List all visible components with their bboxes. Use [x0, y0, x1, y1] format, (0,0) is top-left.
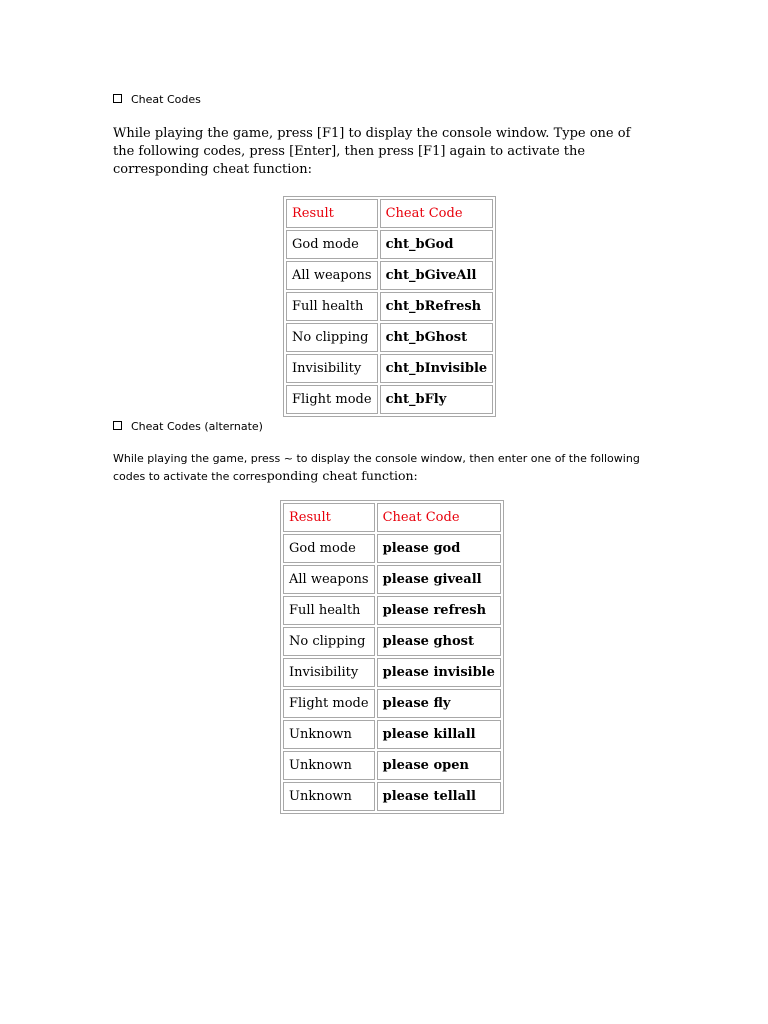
result-cell: God mode [286, 230, 378, 259]
result-cell: Unknown [283, 782, 375, 811]
table-row [283, 534, 501, 563]
cheat-code-cell: please refresh [377, 596, 501, 625]
section-heading-text: Cheat Codes [131, 93, 201, 106]
cheat-code-cell: cht_bGhost [380, 323, 494, 352]
result-cell: Flight mode [286, 385, 378, 414]
alternate-instructions-paragraph [113, 450, 673, 485]
cheat-code-cell: please open [377, 751, 501, 780]
header-cheat-code: Cheat Code [380, 199, 494, 228]
cheat-code-cell: please invisible [377, 658, 501, 687]
cheat-code-cell: cht_bRefresh [380, 292, 494, 321]
table-row [283, 782, 501, 811]
cheat-code-cell: cht_bFly [380, 385, 494, 414]
table-header-row [286, 199, 493, 228]
table-row [286, 230, 493, 259]
cheat-code-cell: please ghost [377, 627, 501, 656]
table-row [283, 658, 501, 687]
alternate-cheat-codes-table-body [283, 503, 501, 811]
cheat-code-cell: please giveall [377, 565, 501, 594]
table-row [283, 720, 501, 749]
table-row [283, 565, 501, 594]
result-cell: Full health [283, 596, 375, 625]
result-cell: Invisibility [286, 354, 378, 383]
table-row [286, 354, 493, 383]
alternate-cheat-codes-table [280, 500, 504, 814]
header-result: Result [283, 503, 375, 532]
result-cell: Unknown [283, 720, 375, 749]
cheat-code-cell: please god [377, 534, 501, 563]
table-row [286, 261, 493, 290]
cheat-code-cell: please tellall [377, 782, 501, 811]
result-cell: Full health [286, 292, 378, 321]
result-cell: No clipping [286, 323, 378, 352]
table-header-row [283, 503, 501, 532]
table-row [283, 689, 501, 718]
table-row [286, 385, 493, 414]
result-cell: God mode [283, 534, 375, 563]
paragraph-part-2: ponding cheat function: [266, 468, 418, 483]
header-cheat-code: Cheat Code [377, 503, 501, 532]
section-heading-text: Cheat Codes (alternate) [131, 420, 263, 433]
section-heading-cheat-codes [113, 93, 201, 107]
cheat-codes-table-body [286, 199, 493, 414]
cheat-codes-table [283, 196, 496, 417]
table-row [283, 627, 501, 656]
table-row [283, 596, 501, 625]
checkbox-bullet-icon [113, 421, 122, 430]
cheat-code-cell: cht_bInvisible [380, 354, 494, 383]
result-cell: Flight mode [283, 689, 375, 718]
table-row [286, 292, 493, 321]
paragraph-part-1: While playing the game, press ~ to display the console window, then enter one of the following codes to activate the corres [113, 452, 640, 483]
cheat-code-cell: please killall [377, 720, 501, 749]
instructions-paragraph: While playing the game, press [F1] to display the console window. Type one of the following codes, press [Enter], then press [F1] again to activate the corresponding cheat function: [113, 126, 631, 177]
result-cell: No clipping [283, 627, 375, 656]
table-row [286, 323, 493, 352]
header-result: Result [286, 199, 378, 228]
checkbox-bullet-icon [113, 94, 122, 103]
result-cell: Invisibility [283, 658, 375, 687]
cheat-code-cell: please fly [377, 689, 501, 718]
result-cell: Unknown [283, 751, 375, 780]
result-cell: All weapons [283, 565, 375, 594]
cheat-code-cell: cht_bGod [380, 230, 494, 259]
cheat-code-cell: cht_bGiveAll [380, 261, 494, 290]
result-cell: All weapons [286, 261, 378, 290]
section-heading-cheat-codes-alternate [113, 420, 263, 434]
table-row [283, 751, 501, 780]
